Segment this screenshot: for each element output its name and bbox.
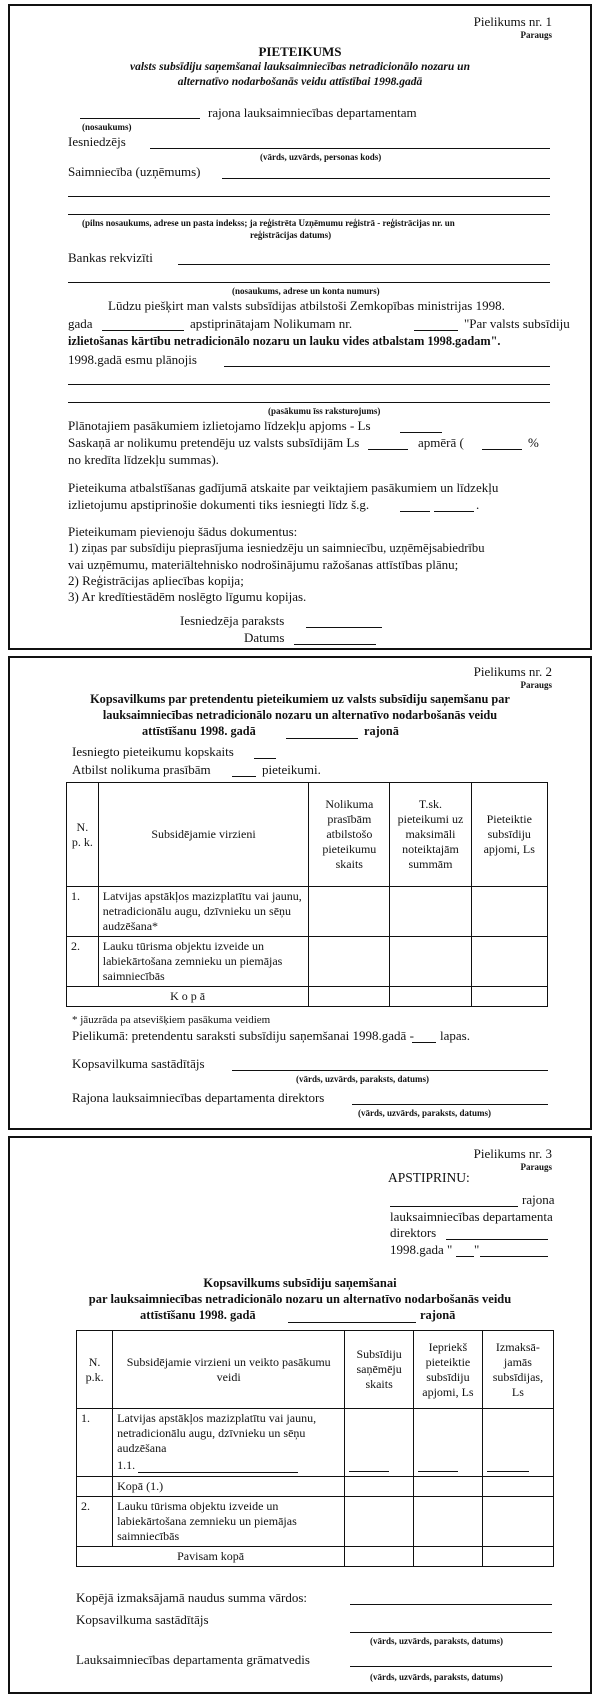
prev-cell[interactable] [414,1409,483,1477]
plan-field-line3[interactable] [68,402,550,403]
attachment-label-end: lapas. [440,1028,470,1043]
annex-label: Pielikums nr. 2 [473,664,552,679]
row-sub-field[interactable] [138,1472,298,1473]
matching-label-end: pieteikumi. [262,762,321,777]
form-subtitle-line2: alternatīvo nodarbošanās veidu attīstībai 1998.gadā [177,76,423,88]
matching-label-start: Atbilst nolikuma prasībām [72,762,211,777]
summary-table [66,782,548,1007]
header-count: Subsīdiju saņēmēju skaits [345,1331,414,1409]
header-nr: N. p.k. [77,1331,113,1409]
amount-cell[interactable] [471,937,547,987]
approve-date-start: 1998.gada " [390,1242,453,1257]
bank-field-line2[interactable] [68,282,550,283]
doc3: 3) Ar kredītiestādēm noslēgto līgumu kopijas. [68,589,307,604]
applicant-label: Iesniedzējs [68,134,126,149]
row-sub-number: 1.1. [117,1458,136,1472]
total-count-cell[interactable] [309,987,390,1007]
request-line2-mid: apstiprinātajam Nolikumam nr. [190,316,353,331]
report-day-field[interactable] [400,511,430,512]
farm-field-line2[interactable] [68,196,550,197]
director-field[interactable] [352,1104,548,1105]
funds-amount-field[interactable] [400,432,442,433]
form-subtitle-line1: valsts subsīdiju saņemšanai lauksaimniecības netradicionālo nozaru un [130,61,470,73]
pay-sub-field[interactable] [487,1471,529,1472]
form-application-panel [8,4,592,650]
payout-table [76,1330,554,1567]
annex-label: Pielikums nr. 3 [473,1146,552,1161]
pay-cell[interactable] [482,1409,553,1477]
plan-hint: (pasākumu īss raksturojums) [268,406,381,416]
payout-title-line3: attīstīšanu 1998. gadā [140,1308,256,1322]
doc1-line1: 1) ziņas par subsīdiju pieprasījuma iesniedzēju un saimniecību, uzņēmējsabiedrību [68,541,485,555]
bank-hint: (nosaukums, adrese un konta numurs) [232,286,380,296]
subtotal-label: Kopā (1.) [113,1477,345,1497]
farm-field-line1[interactable] [222,178,550,179]
doc2: 2) Reģistrācijas apliecības kopija; [68,573,244,588]
director-hint: (vārds, uzvārds, paraksts, datums) [358,1108,492,1118]
row-direction-text: Latvijas apstākļos mazizplatītu vai jaunu, netradicionālu augu, dzīvnieku un sēņu audzēšana [117,1411,317,1455]
signature-field[interactable] [306,627,382,628]
form-title: PIETEIKUMS [258,44,342,59]
approve-date-quote: " [474,1242,480,1257]
compiler-field[interactable] [350,1632,552,1633]
header-nr: N. p. k. [67,783,99,887]
total-amount-cell[interactable] [471,987,547,1007]
table-subtotal-row [77,1477,554,1497]
sample-label: Paraugs [520,1162,552,1172]
report-line2-start: izlietojumu apstiprinošie dokumenti tiks iesniegti līdz š.g. [68,497,370,512]
table-header-row [77,1331,554,1409]
header-directions: Subsidējamie virzieni [98,783,309,887]
total-max-cell[interactable] [390,987,471,1007]
accountant-field[interactable] [350,1666,552,1667]
farm-field-line3[interactable] [68,214,550,215]
row-nr: 2. [77,1497,113,1547]
compiler-field[interactable] [232,1070,548,1071]
plan-field-line1[interactable] [224,366,550,367]
farm-hint-line2: reģistrācijas datums) [250,230,332,240]
subsidy-amount-field[interactable] [368,449,408,450]
report-line1: Pieteikuma atbalstīšanas gadījumā atskaite par veiktajiem pasākumiem un līdzekļu [68,480,499,495]
payout-title-line2: par lauksaimniecības netradicionālo nozaru un alternatīvo nodarbošanās veidu [88,1292,512,1306]
sample-label: Paraugs [520,680,552,690]
sum-words-field[interactable] [350,1604,552,1605]
compiler-hint: (vārds, uzvārds, paraksts, datums) [296,1074,430,1084]
table-total-row [67,987,548,1007]
approve-label: APSTIPRINU: [388,1170,470,1185]
table-header-row [67,783,548,887]
department-field[interactable] [80,118,200,119]
report-month-field[interactable] [434,511,474,512]
farm-hint-line1: (pilns nosaukums, adrese un pasta indekss; ja reģistrēta Uzņēmumu reģistrā - reģistrācijas nr. un [82,218,455,228]
plan-field-line2[interactable] [68,384,550,385]
date-label: Datums [244,630,285,645]
signature-label: Iesniedzēja paraksts [180,613,285,628]
header-count: Nolikuma prasībām atbilstošo pieteikumu skaits [309,783,390,887]
header-prev: Iepriekš pieteiktie subsīdiju apjomi, Ls [414,1331,483,1409]
row-direction [113,1409,345,1477]
funds-line3: no kredīta līdzekļu summas). [68,452,219,467]
region-field[interactable] [286,738,358,739]
approve-month-field[interactable] [480,1256,548,1257]
total-applications-label: Iesniegto pieteikumu kopskaits [72,744,234,759]
grand-total-count-cell[interactable] [345,1547,414,1567]
annex-label: Pielikums nr. 1 [473,14,552,29]
row-nr: 1. [67,887,99,937]
count-cell[interactable] [345,1409,414,1477]
count-cell[interactable] [345,1497,414,1547]
request-line2-end: "Par valsts subsīdiju [464,316,570,331]
doc1-line2: vai uzņēmumu, materiāltehnisko nodrošinājumu ražošanas attīstības plānu; [68,557,459,572]
row-direction: Latvijas apstākļos mazizplatītu vai jaunu, netradicionālu augu, dzīvnieku un sēņu audzēšana* [98,887,309,937]
request-line1: Lūdzu piešķirt man valsts subsīdijas atbilstoši Zemkopības ministrijas 1998. [108,298,505,313]
payout-region-field[interactable] [288,1322,416,1323]
matching-count-field[interactable] [232,776,256,777]
total-applications-field[interactable] [254,758,276,759]
header-directions: Subsidējamie virzieni un veikto pasākumu veidi [113,1331,345,1409]
table-row [77,1409,554,1477]
funds-line2-end: % [528,435,539,450]
funds-line2-mid: apmērā ( [418,435,464,450]
report-line2-end: . [476,497,480,512]
applicant-field[interactable] [150,148,550,149]
director-label: Rajona lauksaimniecības departamenta direktors [72,1090,325,1105]
docs-intro: Pieteikumam pievienoju šādus dokumentus: [68,524,298,539]
compiler-label: Kopsavilkuma sastādītājs [76,1612,209,1627]
sample-label: Paraugs [520,30,552,40]
funds-line2-start: Saskaņā ar nolikumu pretendēju uz valsts subsīdijām Ls [68,435,360,450]
payout-title-line1: Kopsavilkums subsīdiju saņemšanai [203,1276,397,1290]
sum-words-label: Kopējā izmaksājamā naudus summa vārdos: [76,1590,308,1605]
approve-line3: direktors [390,1225,437,1240]
subtotal-prev-cell[interactable] [414,1477,483,1497]
count-cell[interactable] [309,887,390,937]
form-summary-panel [8,656,592,1130]
bank-label: Bankas rekvizīti [68,250,153,265]
table-row [67,887,548,937]
table-row [77,1497,554,1547]
bank-field-line1[interactable] [178,264,550,265]
attachment-pages-field[interactable] [412,1042,436,1043]
row-direction: Lauku tūrisma objektu izveide un labiekārtošana zemnieku un piemājas saimniecībās [98,937,309,987]
footnote: * jāuzrāda pa atsevišķiem pasākuma veidiem [72,1014,271,1026]
approval-date-field[interactable] [102,330,184,331]
date-field[interactable] [294,644,376,645]
payout-title-region: rajonā [420,1308,456,1322]
count-cell[interactable] [309,937,390,987]
form-payout-summary-panel [8,1136,592,1694]
total-label: K o p ā [67,987,309,1007]
grand-total-label: Pavisam kopā [77,1547,345,1567]
row-nr: 1. [77,1409,113,1477]
subtotal-pay-cell[interactable] [482,1477,553,1497]
request-line3: izlietošanas kārtību netradicionālo nozaru un lauku vides atbalstam 1998.gadam". [68,334,501,348]
compiler-label: Kopsavilkuma sastādītājs [72,1056,205,1071]
table-row [67,937,548,987]
department-label: rajona lauksaimniecības departamentam [208,105,417,120]
approve-region-field[interactable] [390,1206,518,1207]
header-max: T.sk. pieteikumi uz maksimāli noteiktajām summām [390,783,471,887]
row-sub-item [117,1458,340,1473]
subtotal-nr-cell [77,1477,113,1497]
header-pay: Izmaksā-jamās subsīdijas, Ls [482,1331,553,1409]
prev-cell[interactable] [414,1497,483,1547]
department-hint: (nosaukums) [82,122,132,132]
subtotal-count-cell[interactable] [345,1477,414,1497]
regulation-number-field[interactable] [414,330,458,331]
amount-cell[interactable] [471,887,547,937]
row-direction: Lauku tūrisma objektu izveide un labiekārtošana zemnieku un piemājas saimniecībās [113,1497,345,1547]
subsidy-percent-field[interactable] [482,449,522,450]
farm-label: Saimniecība (uzņēmums) [68,164,201,179]
max-cell[interactable] [390,937,471,987]
summary-title-region: rajonā [364,724,399,738]
prev-sub-field[interactable] [418,1471,458,1472]
accountant-hint: (vārds, uzvārds, paraksts, datums) [370,1672,504,1682]
summary-title-line1: Kopsavilkums par pretendentu pieteikumiem uz valsts subsīdiju saņemšanu par [90,692,510,706]
applicant-hint: (vārds, uzvārds, personas kods) [260,152,382,162]
max-cell[interactable] [390,887,471,937]
compiler-hint: (vārds, uzvārds, paraksts, datums) [370,1636,504,1646]
grand-total-prev-cell[interactable] [414,1547,483,1567]
grand-total-pay-cell[interactable] [482,1547,553,1567]
request-line2-start: gada [68,316,93,331]
summary-title-line3: attīstīšanu 1998. gadā [142,724,256,738]
pay-cell[interactable] [482,1497,553,1547]
row-nr: 2. [67,937,99,987]
header-amount: Pieteiktie subsīdiju apjomi, Ls [471,783,547,887]
attachment-label-start: Pielikumā: pretendentu saraksti subsīdiju saņemšanai 1998.gadā - [72,1028,414,1043]
summary-title-line2: lauksaimniecības netradicionālo nozaru un alternatīvo nodarbošanās veidu [102,708,498,722]
table-total-row [77,1547,554,1567]
approve-line2: lauksaimniecības departamenta [390,1209,553,1224]
approve-day-field[interactable] [456,1256,474,1257]
funds-line1: Plānotajiem pasākumiem izlietojamo līdzekļu apjoms - Ls [68,418,371,433]
accountant-label: Lauksaimniecības departamenta grāmatvedis [76,1652,310,1667]
approve-signature-field[interactable] [446,1239,548,1240]
request-line4: 1998.gadā esmu plānojis [68,352,197,367]
count-sub-field[interactable] [349,1471,389,1472]
approve-line1: rajona [522,1192,555,1207]
